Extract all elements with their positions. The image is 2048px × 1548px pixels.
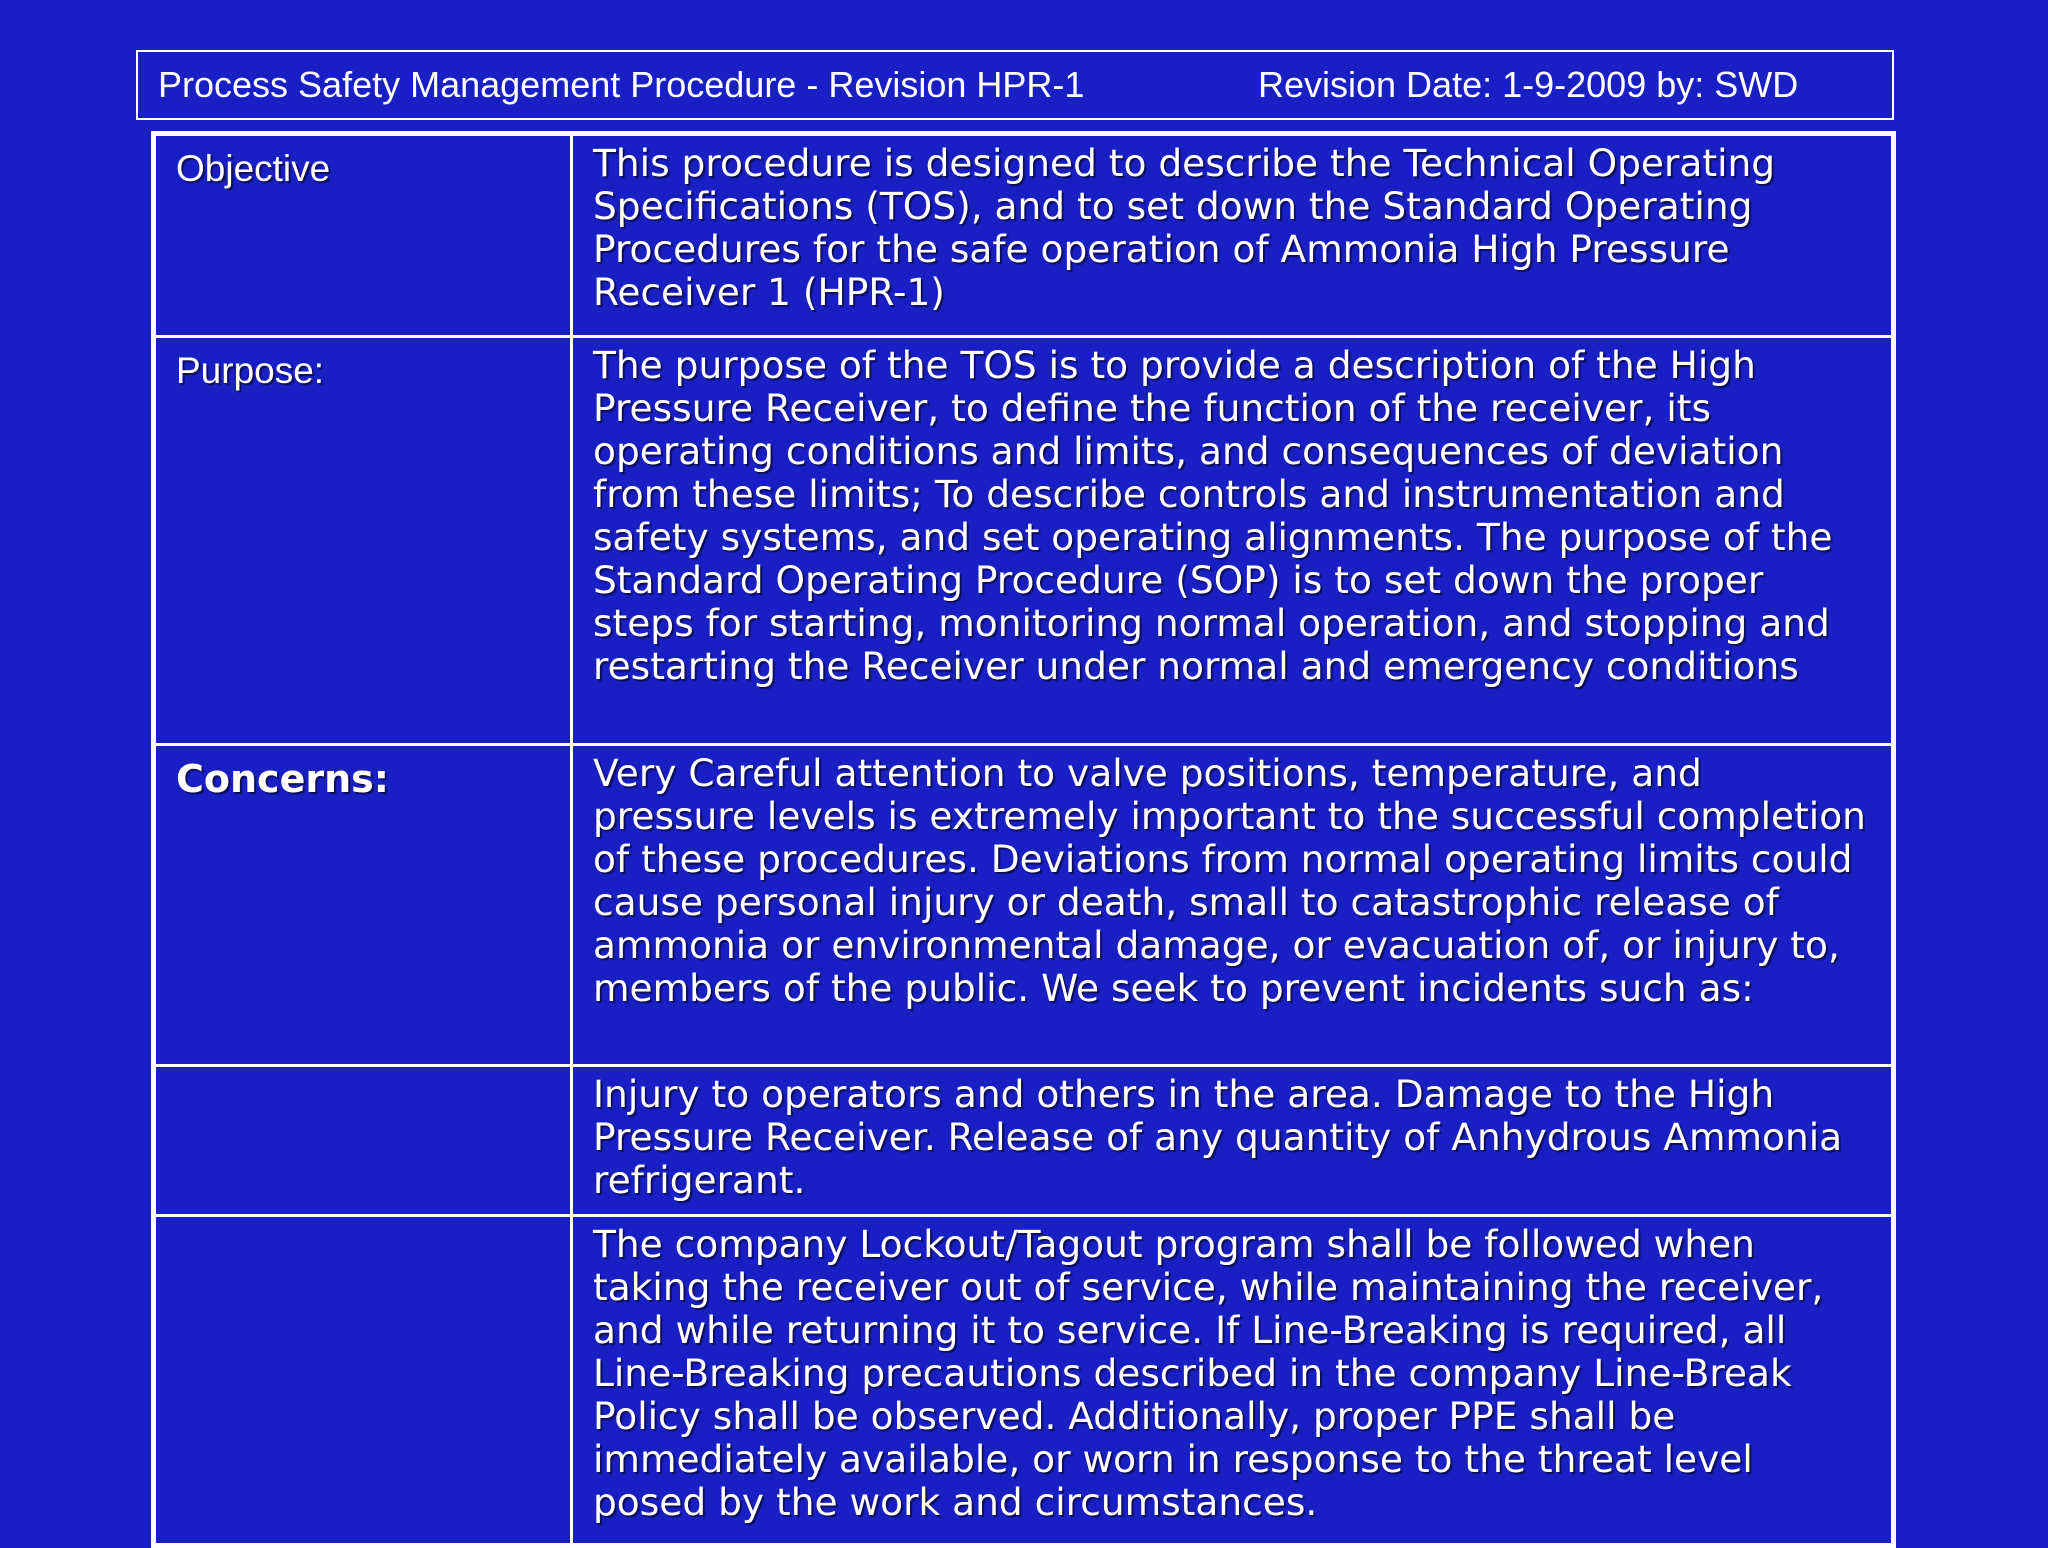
row-label-purpose: Purpose:: [154, 337, 572, 745]
table-row-objective: [154, 134, 1894, 337]
procedure-table: [151, 131, 1896, 1548]
table-row-incidents: [154, 1066, 1894, 1216]
document-title: Process Safety Management Procedure - Revision HPR-1: [158, 64, 1085, 105]
row-text-lockout: The company Lockout/Tagout program shall be followed when taking the receiver out of service, while maintaining the receiver, and while returning it to service. If Line-Breaking is required, all Line-Breaking precautions described in the company Line-Break Policy shall be observed. Additionally, proper PPE shall be immediately available, or worn in response to the threat level posed by the work and circumstances.: [572, 1216, 1894, 1546]
document-header: [136, 50, 1894, 120]
table-row-concerns: [154, 745, 1894, 1066]
row-label-empty: [154, 1066, 572, 1216]
table-row-purpose: [154, 337, 1894, 745]
row-text-concerns: Very Careful attention to valve positions, temperature, and pressure levels is extremely important to the successful completion of these procedures. Deviations from normal operating limits could cause personal injury or death, small to catastrophic release of ammonia or environmental damage, or evacuation of, or injury to, members of the public. We seek to prevent incidents such as:: [572, 745, 1894, 1066]
row-label-concerns: Concerns:: [154, 745, 572, 1066]
row-text-purpose: The purpose of the TOS is to provide a description of the High Pressure Receiver, to define the function of the receiver, its operating conditions and limits, and consequences of deviation from these limits; To describe controls and instrumentation and safety systems, and set operating alignments. The purpose of the Standard Operating Procedure (SOP) is to set down the proper steps for starting, monitoring normal operation, and stopping and restarting the Receiver under normal and emergency conditions: [572, 337, 1894, 745]
row-text-objective: This procedure is designed to describe the Technical Operating Specifications (TOS), and to set down the Standard Operating Procedures for the safe operation of Ammonia High Pressure Receiver 1 (HPR-1): [572, 134, 1894, 337]
table-row-lockout: [154, 1216, 1894, 1546]
row-label-empty: [154, 1216, 572, 1546]
revision-date: Revision Date: 1-9-2009 by: SWD: [1258, 64, 1799, 105]
row-label-objective: Objective: [154, 134, 572, 337]
row-text-incidents: Injury to operators and others in the area. Damage to the High Pressure Receiver. Release of any quantity of Anhydrous Ammonia refrigerant.: [572, 1066, 1894, 1216]
